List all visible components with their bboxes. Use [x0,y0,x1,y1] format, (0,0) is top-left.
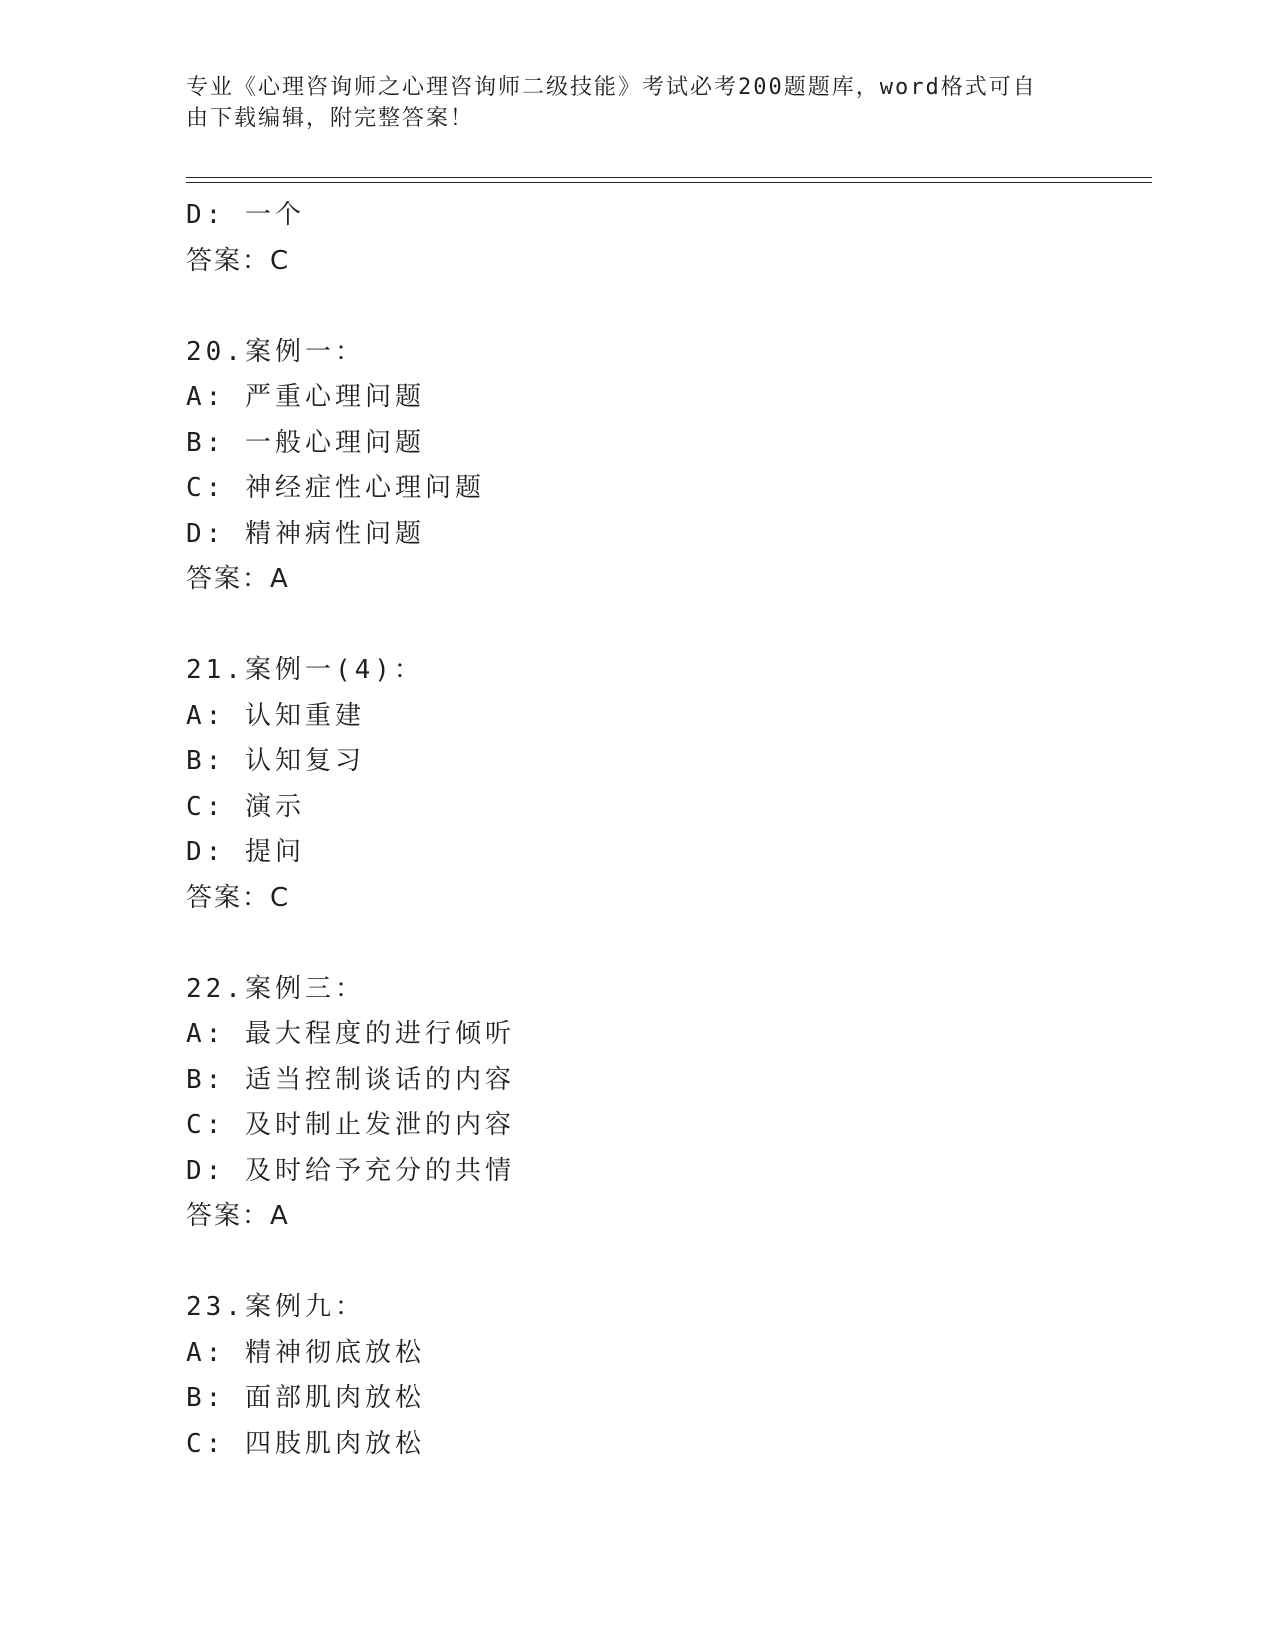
option-a: A: 精神彻底放松 [186,1337,425,1368]
spacer [186,603,1146,649]
question-stem: 21.案例一(4)： [186,655,424,685]
option-b: B: 面部肌肉放松 [186,1383,425,1413]
document-header [186,72,1086,134]
header-divider-top [186,177,1152,178]
carryover-option-d: D: 一个 [186,200,305,230]
answer: 答案：C [186,882,291,913]
header-line-1: 专业《心理咨询师之心理咨询师二级技能》考试必考200题题库，word格式可自 [186,75,1037,100]
carryover-answer: 答案：C [186,245,291,276]
header-divider-bottom [186,182,1152,183]
answer: 答案：A [186,564,290,594]
spacer [186,921,1146,967]
question-stem: 23.案例九： [186,1292,365,1322]
option-c: C: 神经症性心理问题 [186,473,485,503]
option-a: A: 认知重建 [186,700,365,731]
question-stem: 20.案例一： [186,336,365,367]
question-stem: 22.案例三： [186,973,365,1004]
option-c: C: 及时制止发泄的内容 [186,1110,515,1140]
spacer [186,1240,1146,1286]
option-c: C: 四肢肌肉放松 [186,1428,425,1459]
question-list [186,193,1146,1467]
question-21 [186,648,1146,921]
question-20 [186,330,1146,603]
spacer [186,284,1146,330]
option-d: D: 提问 [186,837,305,867]
option-d: D: 精神病性问题 [186,518,425,549]
option-b: B: 一般心理问题 [186,427,425,458]
option-d: D: 及时给予充分的共情 [186,1155,515,1186]
answer: 答案：A [186,1201,290,1231]
option-a: A: 严重心理问题 [186,382,425,412]
question-22 [186,967,1146,1240]
option-b: B: 认知复习 [186,746,365,776]
header-line-2: 由下载编辑，附完整答案！ [186,106,475,131]
question-23 [186,1285,1146,1467]
option-c: C: 演示 [186,791,305,822]
option-b: B: 适当控制谈话的内容 [186,1064,515,1095]
option-a: A: 最大程度的进行倾听 [186,1019,515,1049]
